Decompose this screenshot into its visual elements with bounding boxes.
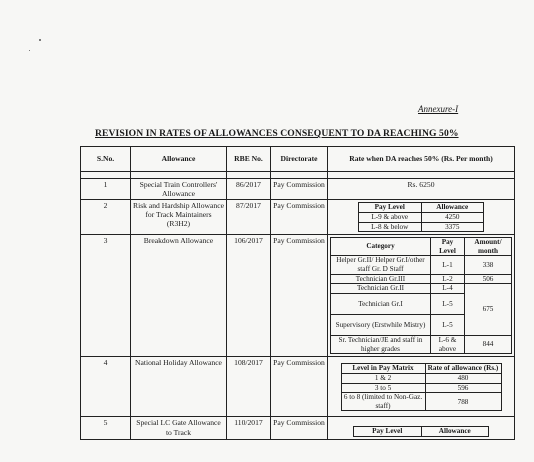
cell-rbe: 108/2017 [227, 357, 271, 417]
cell-allowance: Special Train Controllers' Allowance [131, 179, 227, 200]
cell-sno: 2 [81, 200, 131, 235]
annexure-label: Annexure-I [418, 104, 459, 114]
subcell: 480 [425, 373, 501, 383]
subcell: L-5 [431, 293, 465, 314]
table-row [81, 417, 515, 440]
table-header-row [81, 147, 515, 172]
subcell: 1 & 2 [341, 373, 425, 383]
header-directorate: Directorate [271, 147, 328, 172]
cell-sno: 3 [81, 235, 131, 357]
cell-rate [328, 235, 515, 357]
table-row [81, 357, 515, 417]
cell-rbe: 87/2017 [227, 200, 271, 235]
subcell: Helper Gr.II/ Helper Gr.I/other staff Gr. D Staff [331, 256, 431, 274]
cell-allowance: National Holiday Allowance [131, 357, 227, 417]
cell-rbe: 106/2017 [227, 235, 271, 357]
subcell: Technician Gr.II [331, 284, 431, 294]
holiday-subtable [341, 363, 502, 411]
allowance-table [80, 146, 515, 440]
subcell: Technician Gr.I [331, 293, 431, 314]
header-rate: Rate when DA reaches 50% (Rs. Per month) [328, 147, 515, 172]
subheader: Level in Pay Matrix [341, 364, 425, 374]
header-rbe: RBE No. [227, 147, 271, 172]
scan-speck [39, 39, 41, 41]
subcell: L-2 [431, 274, 465, 284]
subcell: 675 [465, 284, 512, 336]
table-row [81, 200, 515, 235]
subcell: 3375 [421, 222, 484, 232]
header-sno: S.No. [81, 147, 131, 172]
subheader: Pay Level [431, 238, 465, 256]
subheader: Category [331, 238, 431, 256]
cell-directorate: Pay Commission [271, 357, 328, 417]
cell-directorate: Pay Commission [271, 200, 328, 235]
cell-directorate: Pay Commission [271, 417, 328, 440]
cell-rbe: 86/2017 [227, 179, 271, 200]
cell-directorate: Pay Commission [271, 179, 328, 200]
cell-rbe: 110/2017 [227, 417, 271, 440]
header-allowance: Allowance [131, 147, 227, 172]
table-row [81, 179, 515, 200]
subcell: L-9 & above [359, 212, 422, 222]
subcell: Technician Gr.III [331, 274, 431, 284]
subcell: 844 [465, 335, 512, 353]
scan-speck [29, 50, 30, 51]
subcell: L-6 & above [431, 335, 465, 353]
subcell: L-5 [431, 314, 465, 335]
subcell: Sr. Technician/JE and staff in higher grades [331, 335, 431, 353]
subheader: Rate of allowance (Rs.) [425, 364, 501, 374]
subcell: 6 to 8 (limited to Non-Gaz. staff) [341, 393, 425, 411]
subheader: Amount/ month [465, 238, 512, 256]
subcell: L-4 [431, 284, 465, 294]
cell-rate: Rs. 6250 [328, 179, 515, 200]
cell-allowance: Breakdown Allowance [131, 235, 227, 357]
table-row [81, 235, 515, 357]
table-spacer-row [81, 172, 515, 179]
subcell: 4250 [421, 212, 484, 222]
subcell: Supervisory (Erstwhile Mistry) [331, 314, 431, 335]
cell-allowance: Special LC Gate Allowance to Track [131, 417, 227, 440]
cell-rate [328, 417, 515, 440]
subheader: Pay Level [359, 203, 422, 213]
subcell: 3 to 5 [341, 383, 425, 393]
subcell: 338 [465, 256, 512, 274]
subcell: 788 [425, 393, 501, 411]
subheader: Pay Level [354, 427, 422, 437]
breakdown-subtable [330, 237, 512, 354]
cell-sno: 1 [81, 179, 131, 200]
cell-sno: 5 [81, 417, 131, 440]
cell-rate [328, 200, 515, 235]
document-title: REVISION IN RATES OF ALLOWANCES CONSEQUENT TO DA REACHING 50% [95, 128, 459, 139]
subcell: 596 [425, 383, 501, 393]
subheader: Allowance [421, 427, 489, 437]
subcell: L-1 [431, 256, 465, 274]
subcell: L-8 & below [359, 222, 422, 232]
cell-sno: 4 [81, 357, 131, 417]
cell-directorate: Pay Commission [271, 235, 328, 357]
cell-allowance: Risk and Hardship Allowance for Track Maintainers (R3H2) [131, 200, 227, 235]
lc-gate-subtable [353, 426, 489, 437]
subheader: Allowance [421, 203, 484, 213]
cell-rate [328, 357, 515, 417]
subcell: 506 [465, 274, 512, 284]
pay-level-subtable [358, 202, 484, 232]
